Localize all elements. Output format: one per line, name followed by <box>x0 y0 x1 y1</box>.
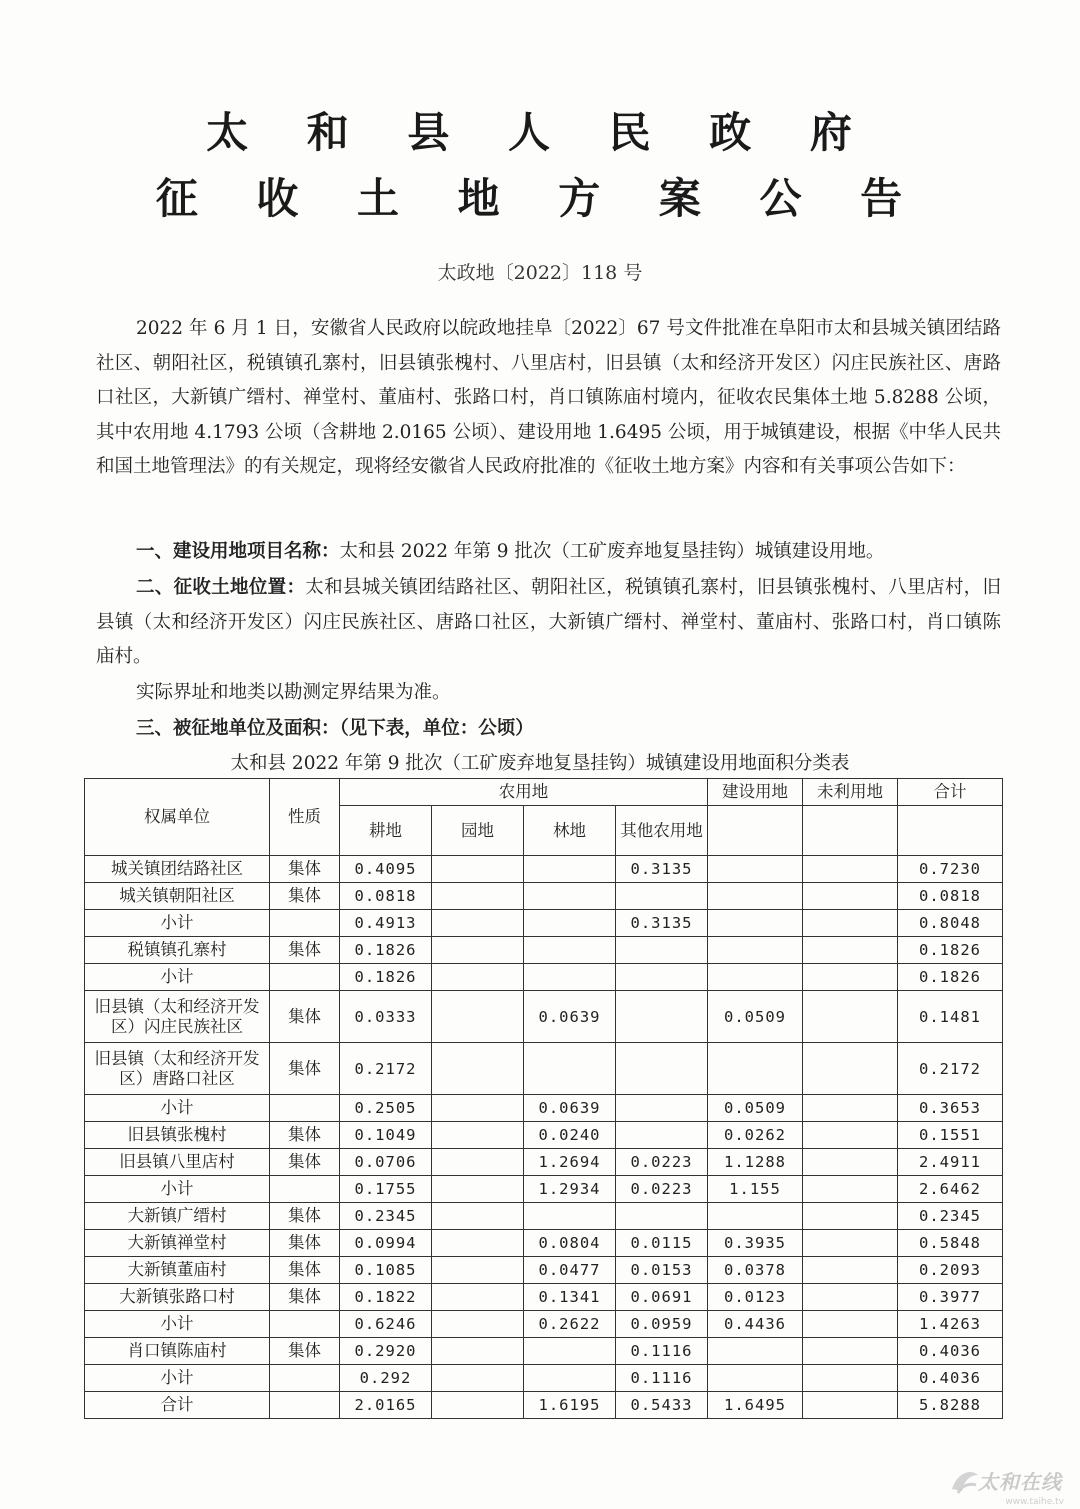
header-other-agricultural: 其他农用地 <box>616 806 708 856</box>
cell-unused <box>803 1365 898 1392</box>
cell-forest: 0.0639 <box>524 991 616 1043</box>
cell-arable: 0.0333 <box>340 991 432 1043</box>
cell-nature: 集体 <box>270 1203 340 1230</box>
cell-nature: 集体 <box>270 1043 340 1095</box>
cell-owner: 肖口镇陈庙村 <box>85 1338 270 1365</box>
cell-garden <box>432 1365 524 1392</box>
cell-nature: 集体 <box>270 1257 340 1284</box>
cell-other-agri <box>616 1203 708 1230</box>
section-1-label: 一、建设用地项目名称： <box>136 541 340 562</box>
cell-other-agri <box>616 883 708 910</box>
cell-arable: 0.2920 <box>340 1338 432 1365</box>
cell-total: 0.2345 <box>898 1203 1003 1230</box>
cell-unused <box>803 1338 898 1365</box>
table-row <box>85 1043 1003 1095</box>
cell-nature: 集体 <box>270 883 340 910</box>
header-agricultural-land: 农用地 <box>340 779 708 806</box>
cell-arable: 0.0994 <box>340 1230 432 1257</box>
cell-nature: 集体 <box>270 1122 340 1149</box>
table-row <box>85 1284 1003 1311</box>
table-row <box>85 1203 1003 1230</box>
table-row <box>85 856 1003 883</box>
cell-unused <box>803 1043 898 1095</box>
cell-forest: 0.0240 <box>524 1122 616 1149</box>
cell-forest: 1.2934 <box>524 1176 616 1203</box>
cell-garden <box>432 1311 524 1338</box>
table-row <box>85 1365 1003 1392</box>
cell-construction <box>708 883 803 910</box>
table-row <box>85 883 1003 910</box>
cell-owner: 大新镇张路口村 <box>85 1284 270 1311</box>
cell-nature <box>270 1095 340 1122</box>
intro-paragraph: 2022 年 6 月 1 日，安徽省人民政府以皖政地挂阜〔2022〕67 号文件批准在阜阳市太和县城关镇团结路社区、朝阳社区，税镇镇孔寨村，旧县镇张槐村、八里店村，旧县镇（太和经济开发区）闪庄民族社区、唐路口社区，大新镇广缙村、禅堂村、董庙村、张路口村，肖口镇陈庙村境内，征收农民集体土地 5.8288 公顷，其中农用地 4.1793 公顷（含耕地 2.0165 公顷）、建设用地 1.6495 公顷，用于城镇建设，根据《中华人民共和国土地管理法》的有关规定，现将经安徽省人民政府批准的《征收土地方案》内容和有关事项公告如下： <box>96 318 1001 478</box>
cell-other-agri: 0.3135 <box>616 910 708 937</box>
cell-arable: 0.1826 <box>340 937 432 964</box>
table-row <box>85 1230 1003 1257</box>
cell-forest <box>524 1338 616 1365</box>
cell-owner: 小计 <box>85 910 270 937</box>
cell-owner: 税镇镇孔寨村 <box>85 937 270 964</box>
cell-nature <box>270 1176 340 1203</box>
cell-unused <box>803 856 898 883</box>
cell-other-agri: 0.1116 <box>616 1365 708 1392</box>
cell-unused <box>803 1230 898 1257</box>
section-2-text: 太和县城关镇团结路社区、朝阳社区，税镇镇孔寨村，旧县镇张槐村、八里店村，旧县镇（太和经济开发区）闪庄民族社区、唐路口社区，大新镇广缙村、禅堂村、董庙村、张路口村，肖口镇陈庙村。 <box>96 577 1001 668</box>
table-row <box>85 1176 1003 1203</box>
cell-unused <box>803 910 898 937</box>
cell-forest: 1.6195 <box>524 1392 616 1419</box>
cell-forest <box>524 937 616 964</box>
cell-construction: 0.0509 <box>708 991 803 1043</box>
cell-total: 0.4036 <box>898 1338 1003 1365</box>
cell-total: 0.3653 <box>898 1095 1003 1122</box>
cell-nature: 集体 <box>270 1149 340 1176</box>
cell-forest <box>524 1365 616 1392</box>
cell-unused <box>803 883 898 910</box>
cell-garden <box>432 1095 524 1122</box>
cell-arable: 0.1085 <box>340 1257 432 1284</box>
cell-garden <box>432 1257 524 1284</box>
cell-other-agri <box>616 1043 708 1095</box>
cell-construction <box>708 1203 803 1230</box>
cell-unused <box>803 1149 898 1176</box>
section-1-text: 太和县 2022 年第 9 批次（工矿废弃地复垦挂钩）城镇建设用地。 <box>339 541 885 562</box>
cell-total: 1.4263 <box>898 1311 1003 1338</box>
cell-garden <box>432 910 524 937</box>
document-number: 太政地〔2022〕118 号 <box>437 262 643 284</box>
cell-forest <box>524 910 616 937</box>
cell-owner: 小计 <box>85 1095 270 1122</box>
cell-garden <box>432 1284 524 1311</box>
cell-arable: 0.1822 <box>340 1284 432 1311</box>
cell-unused <box>803 1095 898 1122</box>
cell-total: 0.1826 <box>898 964 1003 991</box>
cell-construction <box>708 964 803 991</box>
table-row <box>85 1095 1003 1122</box>
page-title: 太 和 县 人 民 政 府 <box>206 108 874 157</box>
cell-total: 0.5848 <box>898 1230 1003 1257</box>
cell-construction <box>708 1365 803 1392</box>
cell-other-agri: 0.0223 <box>616 1149 708 1176</box>
cell-other-agri <box>616 991 708 1043</box>
section-2-label: 二、征收土地位置： <box>136 577 306 598</box>
cell-forest: 1.2694 <box>524 1149 616 1176</box>
cell-garden <box>432 883 524 910</box>
cell-construction: 1.1288 <box>708 1149 803 1176</box>
cell-total: 5.8288 <box>898 1392 1003 1419</box>
cell-owner: 小计 <box>85 964 270 991</box>
cell-construction: 1.6495 <box>708 1392 803 1419</box>
cell-owner: 城关镇团结路社区 <box>85 856 270 883</box>
cell-arable: 0.6246 <box>340 1311 432 1338</box>
cell-other-agri: 0.1116 <box>616 1338 708 1365</box>
cell-unused <box>803 1122 898 1149</box>
cell-unused <box>803 1311 898 1338</box>
cell-garden <box>432 964 524 991</box>
cell-forest <box>524 883 616 910</box>
table-body <box>85 856 1003 1419</box>
cell-other-agri <box>616 964 708 991</box>
cell-nature: 集体 <box>270 1230 340 1257</box>
cell-construction: 0.0123 <box>708 1284 803 1311</box>
cell-arable: 0.2505 <box>340 1095 432 1122</box>
table-row <box>85 1122 1003 1149</box>
cell-other-agri <box>616 1122 708 1149</box>
cell-arable: 0.2345 <box>340 1203 432 1230</box>
cell-other-agri: 0.0959 <box>616 1311 708 1338</box>
header-blank-cell <box>898 806 1003 856</box>
cell-other-agri: 0.0153 <box>616 1257 708 1284</box>
table-row <box>85 1311 1003 1338</box>
table-row <box>85 964 1003 991</box>
cell-forest: 0.2622 <box>524 1311 616 1338</box>
cell-total: 0.7230 <box>898 856 1003 883</box>
cell-arable: 2.0165 <box>340 1392 432 1419</box>
cell-forest: 0.0804 <box>524 1230 616 1257</box>
table-row <box>85 1338 1003 1365</box>
cell-garden <box>432 856 524 883</box>
cell-construction <box>708 910 803 937</box>
cell-total: 0.8048 <box>898 910 1003 937</box>
cell-total: 0.2093 <box>898 1257 1003 1284</box>
cell-arable: 0.1755 <box>340 1176 432 1203</box>
table-row <box>85 1392 1003 1419</box>
header-arable-land: 耕地 <box>340 806 432 856</box>
boundary-note: 实际界址和地类以勘测定界结果为准。 <box>136 682 451 703</box>
cell-nature <box>270 964 340 991</box>
cell-construction: 0.4436 <box>708 1311 803 1338</box>
cell-garden <box>432 991 524 1043</box>
cell-other-agri <box>616 937 708 964</box>
cell-construction <box>708 937 803 964</box>
cell-unused <box>803 1203 898 1230</box>
cell-unused <box>803 1257 898 1284</box>
cell-construction: 1.155 <box>708 1176 803 1203</box>
cell-forest <box>524 964 616 991</box>
cell-garden <box>432 1392 524 1419</box>
cell-garden <box>432 1149 524 1176</box>
cell-construction: 0.0509 <box>708 1095 803 1122</box>
cell-nature: 集体 <box>270 937 340 964</box>
cell-owner: 大新镇董庙村 <box>85 1257 270 1284</box>
cell-owner: 大新镇广缙村 <box>85 1203 270 1230</box>
cell-total: 2.4911 <box>898 1149 1003 1176</box>
cell-forest: 0.1341 <box>524 1284 616 1311</box>
watermark-url: www.taihe.tv <box>1005 1497 1064 1507</box>
cell-forest: 0.0639 <box>524 1095 616 1122</box>
cell-arable: 0.0818 <box>340 883 432 910</box>
cell-construction <box>708 856 803 883</box>
header-nature: 性质 <box>270 779 340 856</box>
cell-total: 0.1481 <box>898 991 1003 1043</box>
header-unused-land: 未利用地 <box>803 779 898 806</box>
table-row <box>85 991 1003 1043</box>
cell-garden <box>432 1043 524 1095</box>
cell-owner: 小计 <box>85 1365 270 1392</box>
cell-nature: 集体 <box>270 856 340 883</box>
table-row <box>85 937 1003 964</box>
cell-total: 2.6462 <box>898 1176 1003 1203</box>
header-construction-land: 建设用地 <box>708 779 803 806</box>
header-forest-land: 林地 <box>524 806 616 856</box>
cell-forest: 0.0477 <box>524 1257 616 1284</box>
cell-other-agri: 0.0115 <box>616 1230 708 1257</box>
cell-arable: 0.2172 <box>340 1043 432 1095</box>
cell-nature <box>270 1392 340 1419</box>
watermark-text: 太和在线 <box>978 1470 1062 1494</box>
section-3-label: 三、被征地单位及面积：（见下表，单位：公顷） <box>136 718 534 739</box>
cell-other-agri: 0.3135 <box>616 856 708 883</box>
cell-unused <box>803 1284 898 1311</box>
cell-owner: 合计 <box>85 1392 270 1419</box>
cell-arable: 0.4913 <box>340 910 432 937</box>
header-owner: 权属单位 <box>85 779 270 856</box>
page-subtitle: 征 收 土 地 方 案 公 告 <box>155 174 925 223</box>
cell-unused <box>803 991 898 1043</box>
cell-construction: 0.3935 <box>708 1230 803 1257</box>
cell-forest <box>524 856 616 883</box>
cell-owner: 旧县镇（太和经济开发区）唐路口社区 <box>85 1043 270 1095</box>
cell-nature: 集体 <box>270 1284 340 1311</box>
cell-total: 0.2172 <box>898 1043 1003 1095</box>
header-garden-land: 园地 <box>432 806 524 856</box>
cell-unused <box>803 964 898 991</box>
table-caption: 太和县 2022 年第 9 批次（工矿废弃地复垦挂钩）城镇建设用地面积分类表 <box>230 753 850 774</box>
cell-garden <box>432 1338 524 1365</box>
cell-garden <box>432 937 524 964</box>
cell-owner: 旧县镇（太和经济开发区）闪庄民族社区 <box>85 991 270 1043</box>
cell-other-agri: 0.0223 <box>616 1176 708 1203</box>
cell-other-agri: 0.5433 <box>616 1392 708 1419</box>
cell-total: 0.1551 <box>898 1122 1003 1149</box>
cell-construction <box>708 1043 803 1095</box>
cell-total: 0.1826 <box>898 937 1003 964</box>
cell-nature <box>270 1365 340 1392</box>
cell-arable: 0.292 <box>340 1365 432 1392</box>
table-row <box>85 1257 1003 1284</box>
watermark-logo-icon <box>948 1467 982 1497</box>
cell-construction: 0.0378 <box>708 1257 803 1284</box>
cell-construction: 0.0262 <box>708 1122 803 1149</box>
table-row <box>85 910 1003 937</box>
cell-garden <box>432 1176 524 1203</box>
table-row <box>85 1149 1003 1176</box>
cell-unused <box>803 1392 898 1419</box>
cell-arable: 0.4095 <box>340 856 432 883</box>
cell-construction <box>708 1338 803 1365</box>
cell-garden <box>432 1230 524 1257</box>
section-1 <box>96 535 1001 570</box>
cell-total: 0.3977 <box>898 1284 1003 1311</box>
land-area-table <box>84 778 1003 1419</box>
cell-unused <box>803 1176 898 1203</box>
cell-forest <box>524 1203 616 1230</box>
cell-arable: 0.0706 <box>340 1149 432 1176</box>
cell-forest <box>524 1043 616 1095</box>
cell-nature: 集体 <box>270 991 340 1043</box>
cell-owner: 小计 <box>85 1176 270 1203</box>
cell-nature <box>270 910 340 937</box>
cell-garden <box>432 1203 524 1230</box>
cell-owner: 城关镇朝阳社区 <box>85 883 270 910</box>
cell-owner: 旧县镇张槐村 <box>85 1122 270 1149</box>
header-blank-cell <box>803 806 898 856</box>
header-total: 合计 <box>898 779 1003 806</box>
cell-arable: 0.1049 <box>340 1122 432 1149</box>
cell-total: 0.0818 <box>898 883 1003 910</box>
cell-nature <box>270 1311 340 1338</box>
cell-owner: 大新镇禅堂村 <box>85 1230 270 1257</box>
cell-owner: 小计 <box>85 1311 270 1338</box>
cell-owner: 旧县镇八里店村 <box>85 1149 270 1176</box>
cell-total: 0.4036 <box>898 1365 1003 1392</box>
section-2 <box>96 571 1001 675</box>
cell-nature: 集体 <box>270 1338 340 1365</box>
cell-unused <box>803 937 898 964</box>
cell-other-agri: 0.0691 <box>616 1284 708 1311</box>
cell-arable: 0.1826 <box>340 964 432 991</box>
cell-garden <box>432 1122 524 1149</box>
header-blank-cell <box>708 806 803 856</box>
cell-other-agri <box>616 1095 708 1122</box>
